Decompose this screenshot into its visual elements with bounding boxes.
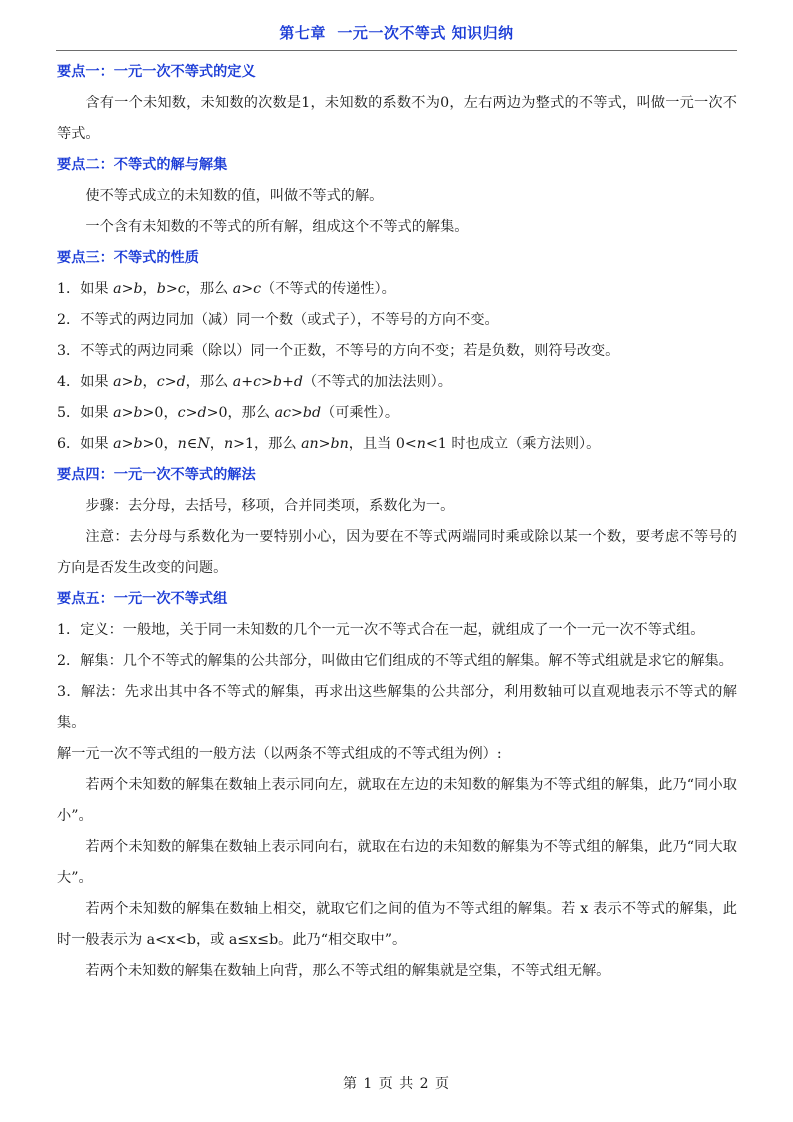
list-item: 1．如果 a>b，b>c，那么 a>c（不等式的传递性）。 — [57, 281, 396, 297]
paragraph: 使不等式成立的未知数的值，叫做不等式的解。 — [85, 188, 384, 204]
paragraph: 步骤：去分母，去括号，移项，合并同类项，系数化为一。 — [85, 498, 455, 514]
list-item: 2．解集：几个不等式的解集的公共部分，叫做由它们组成的不等式组的解集。解不等式组就是求它的解集。 — [57, 653, 733, 669]
lead-paragraph: 解一元一次不等式组的一般方法（以两条不等式组成的不等式组为例）: — [57, 746, 502, 762]
title-divider — [56, 50, 737, 51]
paragraph: 若两个未知数的解集在数轴上向背，那么不等式组的解集就是空集，不等式组无解。 — [85, 963, 611, 979]
paragraph: 一个含有未知数的不等式的所有解，组成这个不等式的解集。 — [85, 219, 469, 235]
paragraph: 若两个未知数的解集在数轴上表示同向左，就取在左边的未知数的解集为不等式组的解集，此乃“同小取小”。 — [57, 777, 737, 824]
section-heading-4: 要点四：一元一次不等式的解法 — [57, 467, 256, 483]
list-item: 4．如果 a>b，c>d，那么 a+c>b+d（不等式的加法法则）。 — [57, 374, 452, 390]
list-item: 3．解法：先求出其中各不等式的解集，再求出这些解集的公共部分，利用数轴可以直观地表示不等式的解集。 — [57, 684, 737, 731]
paragraph: 含有一个未知数，未知数的次数是1，未知数的系数不为0，左右两边为整式的不等式，叫做一元一次不等式。 — [57, 95, 737, 142]
page-title: 第七章 一元一次不等式 知识归纳 — [279, 24, 514, 42]
paragraph: 若两个未知数的解集在数轴上相交，就取它们之间的值为不等式组的解集。若 x 表示不等式的解集，此时一般表示为 a<x<b，或 a≤x≤b。此乃“相交取中”。 — [57, 901, 737, 948]
list-item: 3．不等式的两边同乘（除以）同一个正数，不等号的方向不变；若是负数，则符号改变。 — [57, 343, 620, 359]
section-heading-2: 要点二：不等式的解与解集 — [57, 157, 228, 173]
list-item: 2．不等式的两边同加（减）同一个数（或式子），不等号的方向不变。 — [57, 312, 499, 328]
section-heading-5: 要点五：一元一次不等式组 — [57, 591, 228, 607]
list-item: 6．如果 a>b>0，n∈N，n>1，那么 an>bn，且当 0<n<1 时也成立（乘方法则）。 — [57, 436, 601, 452]
paragraph: 若两个未知数的解集在数轴上表示同向右，就取在右边的未知数的解集为不等式组的解集，此乃“同大取大”。 — [57, 839, 737, 886]
list-item: 5．如果 a>b>0，c>d>0，那么 ac>bd（可乘性）。 — [57, 405, 400, 421]
document-body — [57, 57, 737, 987]
section-heading-3: 要点三：不等式的性质 — [57, 250, 199, 266]
paragraph: 注意：去分母与系数化为一要特别小心，因为要在不等式两端同时乘或除以某一个数，要考虑不等号的方向是否发生改变的问题。 — [57, 529, 737, 576]
list-item: 1．定义：一般地，关于同一未知数的几个一元一次不等式合在一起，就组成了一个一元一次不等式组。 — [57, 622, 705, 638]
page-number: 第 1 页 共 2 页 — [342, 1076, 451, 1092]
section-heading-1: 要点一：一元一次不等式的定义 — [57, 64, 256, 80]
